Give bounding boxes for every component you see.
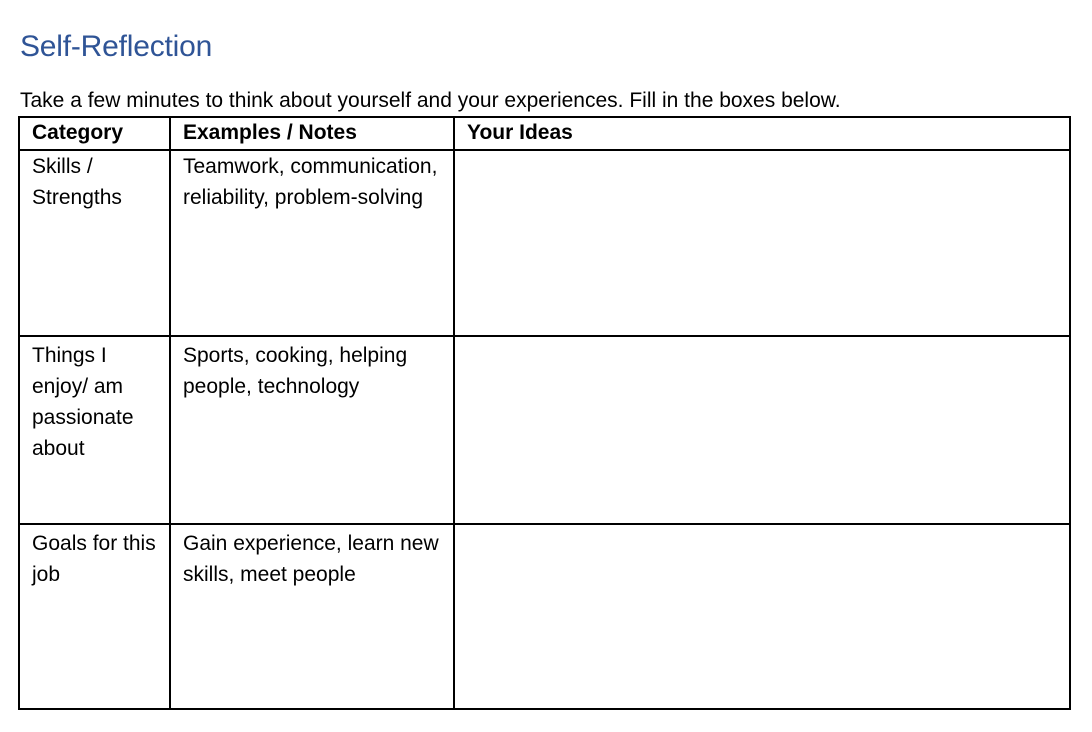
examples-goals: Gain experience, learn new skills, meet people <box>183 532 439 586</box>
examples-things-i-enjoy: Sports, cooking, helping people, technology <box>183 344 408 398</box>
examples-cell <box>170 524 454 709</box>
header-examples: Examples / Notes <box>170 117 454 150</box>
category-cell <box>19 524 170 709</box>
your-ideas-cell-enjoy[interactable] <box>454 336 1070 524</box>
your-ideas-cell-goals[interactable] <box>454 524 1070 709</box>
table-row <box>19 336 1070 524</box>
category-goals: Goals for this job <box>32 532 156 586</box>
category-cell <box>19 336 170 524</box>
self-reflection-table <box>18 116 1071 710</box>
header-your-ideas: Your Ideas <box>454 117 1070 150</box>
table-row <box>19 150 1070 336</box>
category-skills-strengths: Skills / Strengths <box>32 155 122 209</box>
category-cell <box>19 150 170 336</box>
examples-cell <box>170 336 454 524</box>
table-row <box>19 524 1070 709</box>
examples-cell <box>170 150 454 336</box>
header-category: Category <box>19 117 170 150</box>
category-things-i-enjoy: Things I enjoy/ am passionate about <box>32 344 134 460</box>
table-header-row <box>19 117 1070 150</box>
instructions-text: Take a few minutes to think about yourself and your experiences. Fill in the boxes below. <box>20 89 841 112</box>
your-ideas-cell-skills[interactable] <box>454 150 1070 336</box>
examples-skills-strengths: Teamwork, communication, reliability, problem-solving <box>183 155 438 209</box>
page-title: Self-Reflection <box>20 30 213 64</box>
